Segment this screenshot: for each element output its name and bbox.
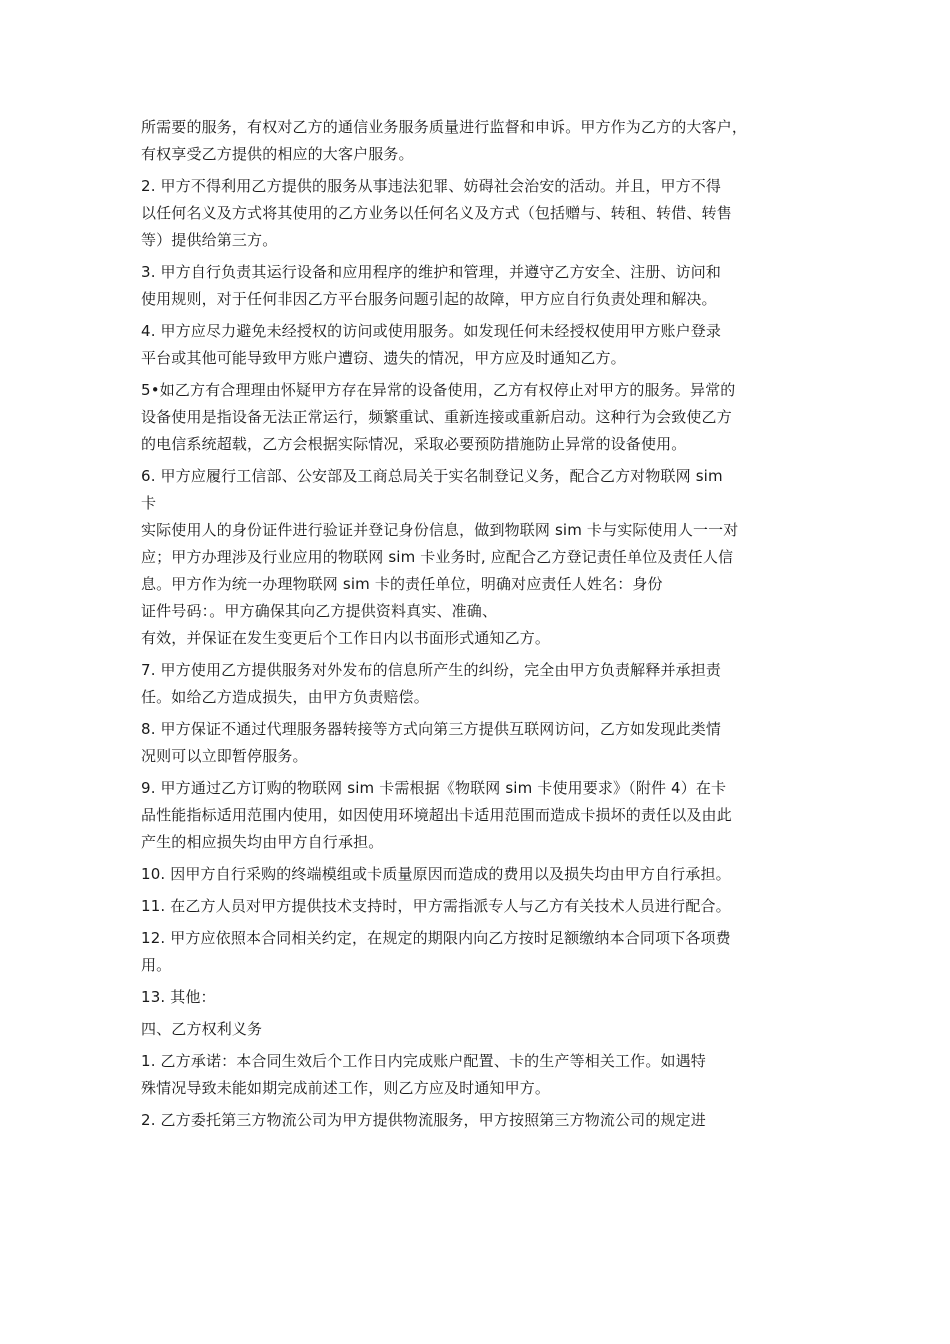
document-body (141, 114, 821, 1139)
paragraph-s4-p-1 (141, 1048, 821, 1102)
paragraph-p-8 (141, 716, 821, 770)
text-line: 10. 因甲方自行采购的终端模组或卡质量原因而造成的费用以及损失均由甲方自行承担。 (141, 865, 731, 883)
text-line: 有效，并保证在发生变更后个工作日内以书面形式通知乙方。 (141, 629, 551, 647)
text-line: 殊情况导致未能如期完成前述工作，则乙方应及时通知甲方。 (141, 1079, 551, 1097)
text-line: 品性能指标适用范围内使用，如因使用环境超出卡适用范围而造成卡损坏的责任以及由此 (141, 806, 732, 824)
text-line: 7. 甲方使用乙方提供服务对外发布的信息所产生的纠纷，完全由甲方负责解释并承担责 (141, 661, 722, 679)
text-line: 6. 甲方应履行工信部、公安部及工商总局关于实名制登记义务，配合乙方对物联网 sim (141, 467, 723, 485)
text-line: 5•如乙方有合理理由怀疑甲方存在异常的设备使用，乙方有权停止对甲方的服务。异常的 (141, 381, 736, 399)
paragraph-p-6-continued (141, 517, 821, 652)
text-line: 13. 其他： (141, 988, 216, 1006)
text-line: 2. 甲方不得利用乙方提供的服务从事违法犯罪、妨碍社会治安的活动。并且，甲方不得 (141, 177, 722, 195)
text-line: 等）提供给第三方。 (141, 231, 278, 249)
text-line: 应；甲方办理涉及行业应用的物联网 sim 卡业务时, 应配合乙方登记责任单位及责任人信 (141, 548, 734, 566)
text-line: 1. 乙方承诺：本合同生效后个工作日内完成账户配置、卡的生产等相关工作。如遇特 (141, 1052, 706, 1070)
paragraph-p-4 (141, 318, 821, 372)
text-line: 设备使用是指设备无法正常运行，频繁重试、重新连接或重新启动。这种行为会致使乙方 (141, 408, 732, 426)
paragraph-p-2 (141, 173, 821, 254)
text-line: 4. 甲方应尽力避免未经授权的访问或使用服务。如发现任何未经授权使用甲方账户登录 (141, 322, 722, 340)
paragraph-p-9 (141, 775, 821, 856)
text-line: 有权享受乙方提供的相应的大客户服务。 (141, 145, 414, 163)
paragraph-p-5 (141, 377, 821, 458)
text-line: 12. 甲方应依照本合同相关约定，在规定的期限内向乙方按时足额缴纳本合同项下各项费 (141, 929, 731, 947)
paragraph-p-12 (141, 925, 821, 979)
text-line: 任。如给乙方造成损失，由甲方负责赔偿。 (141, 688, 429, 706)
text-line: 以任何名义及方式将其使用的乙方业务以任何名义及方式（包括赠与、转租、转借、转售 (141, 204, 732, 222)
text-line: 证件号码：。甲方确保其向乙方提供资料真实、准确、 (141, 602, 498, 620)
paragraph-p-10 (141, 861, 821, 888)
paragraph-p-3 (141, 259, 821, 313)
paragraph-s4-p-2 (141, 1107, 821, 1134)
paragraph-p-11 (141, 893, 821, 920)
paragraph-section-4-heading (141, 1016, 821, 1043)
text-line: 使用规则，对于任何非因乙方平台服务问题引起的故障，甲方应自行负责处理和解决。 (141, 290, 717, 308)
text-line: 产生的相应损失均由甲方自行承担。 (141, 833, 384, 851)
text-line: 3. 甲方自行负责其运行设备和应用程序的维护和管理，并遵守乙方安全、注册、访问和 (141, 263, 722, 281)
paragraph-p-6 (141, 463, 821, 517)
text-line: 2. 乙方委托第三方物流公司为甲方提供物流服务，甲方按照第三方物流公司的规定进 (141, 1111, 706, 1129)
text-line: 8. 甲方保证不通过代理服务器转接等方式向第三方提供互联网访问，乙方如发现此类情 (141, 720, 722, 738)
paragraph-p-13 (141, 984, 821, 1011)
paragraph-p-intro-continued (141, 114, 821, 168)
text-line: 11. 在乙方人员对甲方提供技术支持时，甲方需指派专人与乙方有关技术人员进行配合。 (141, 897, 731, 915)
text-line: 用。 (141, 956, 172, 974)
paragraph-p-7 (141, 657, 821, 711)
text-line: 的电信系统超载，乙方会根据实际情况，采取必要预防措施防止异常的设备使用。 (141, 435, 687, 453)
text-line: 平台或其他可能导致甲方账户遭窃、遗失的情况，甲方应及时通知乙方。 (141, 349, 626, 367)
text-line: 息。甲方作为统一办理物联网 sim 卡的责任单位，明确对应责任人姓名：身份 (141, 575, 663, 593)
text-line: 四、乙方权利义务 (141, 1020, 263, 1038)
text-line: 9. 甲方通过乙方订购的物联网 sim 卡需根据《物联网 sim 卡使用要求》（附件 4）在卡 (141, 779, 727, 797)
text-line: 实际使用人的身份证件进行验证并登记身份信息，做到物联网 sim 卡与实际使用人一一对 (141, 521, 739, 539)
text-line: 卡 (141, 494, 157, 512)
text-line: 况则可以立即暂停服务。 (141, 747, 308, 765)
text-line: 所需要的服务，有权对乙方的通信业务服务质量进行监督和申诉。甲方作为乙方的大客户， (141, 118, 748, 136)
